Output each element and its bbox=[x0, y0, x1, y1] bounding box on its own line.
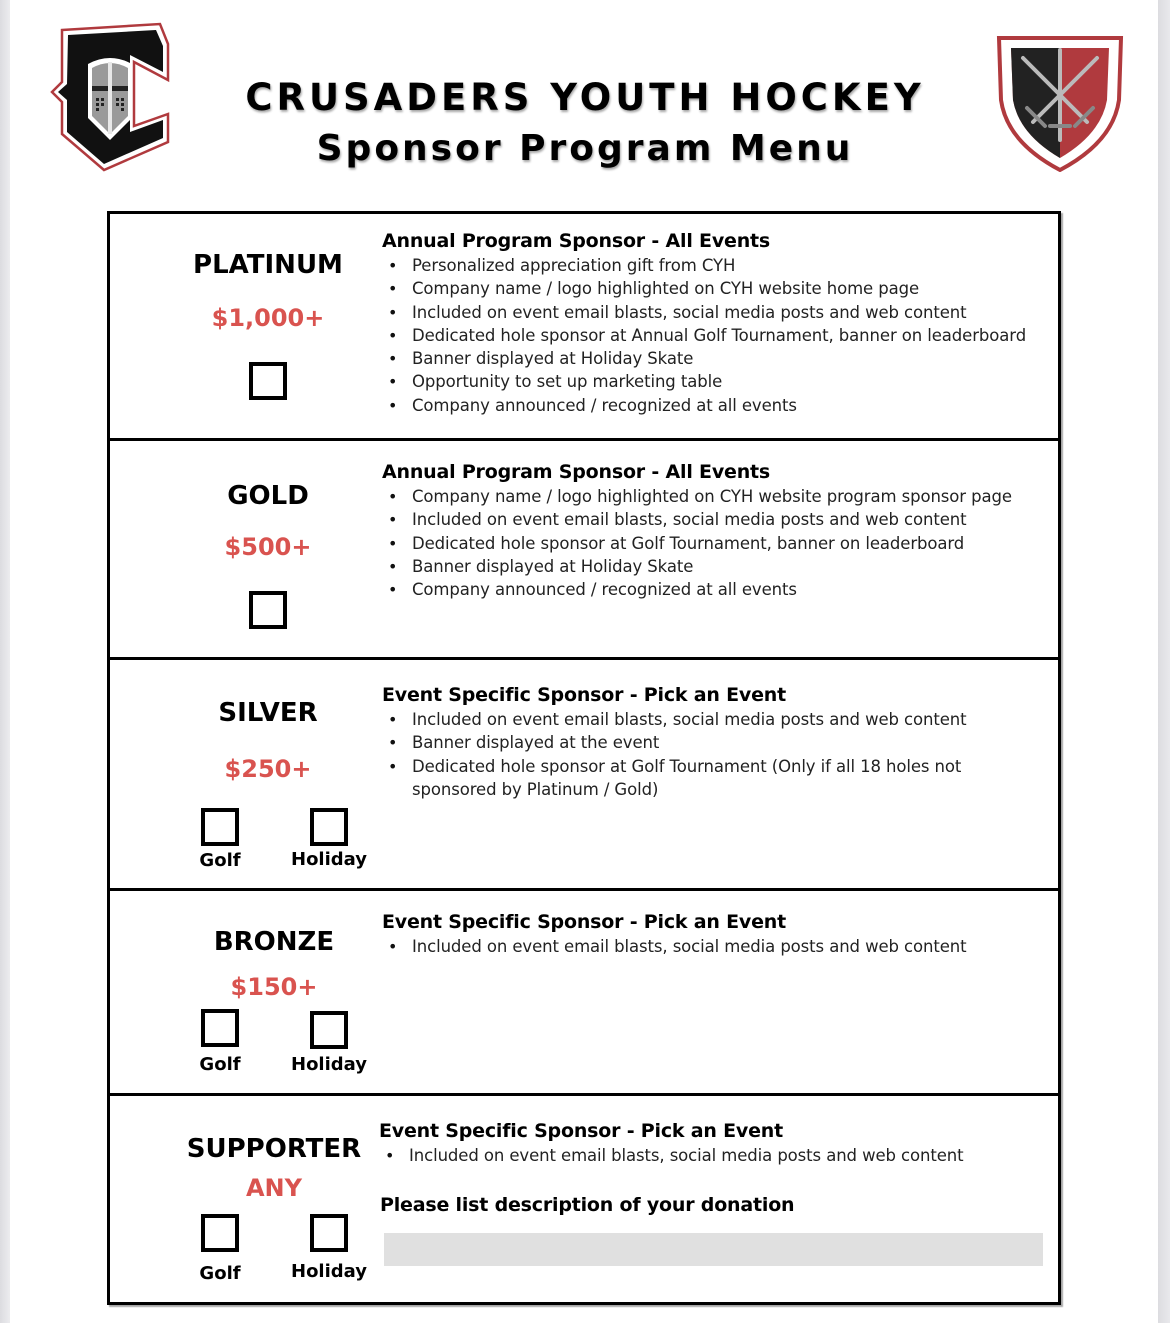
org-title: CRUSADERS YOUTH HOCKEY bbox=[245, 76, 925, 119]
page-subtitle: Sponsor Program Menu bbox=[316, 128, 854, 169]
tier-row-gold bbox=[110, 441, 1058, 660]
bronze-holiday-checkbox[interactable] bbox=[310, 1011, 348, 1049]
tier-heading: Event Specific Sponsor - Pick an Event bbox=[382, 684, 786, 706]
benefit-item: • Included on event email blasts, social media posts and web content bbox=[382, 935, 1050, 958]
tier-row-platinum bbox=[110, 214, 1058, 441]
silver-holiday-checkbox[interactable] bbox=[310, 808, 348, 846]
golf-option-label: Golf bbox=[199, 1263, 241, 1284]
supporter-holiday-checkbox[interactable] bbox=[310, 1214, 348, 1252]
tier-name: GOLD bbox=[227, 481, 309, 511]
benefit-item: • Company announced / recognized at all events bbox=[382, 394, 1050, 417]
tier-name: PLATINUM bbox=[193, 250, 343, 280]
tier-price: $500+ bbox=[224, 533, 312, 561]
benefit-list bbox=[379, 1144, 1050, 1167]
benefit-item: • Personalized appreciation gift from CYH bbox=[382, 254, 1050, 277]
benefit-item: • Opportunity to set up marketing table bbox=[382, 370, 1050, 393]
holiday-option-label: Holiday bbox=[291, 849, 367, 870]
sponsor-tiers-table bbox=[107, 211, 1061, 1305]
benefit-item: • Banner displayed at Holiday Skate bbox=[382, 347, 1050, 370]
tier-row-bronze bbox=[110, 891, 1058, 1096]
platinum-checkbox[interactable] bbox=[249, 362, 287, 400]
tier-price: $150+ bbox=[230, 973, 318, 1001]
supporter-golf-checkbox[interactable] bbox=[201, 1214, 239, 1252]
viewer-right-edge bbox=[1158, 0, 1170, 1323]
donation-description-label: Please list description of your donation bbox=[380, 1194, 795, 1216]
tier-row-silver bbox=[110, 660, 1058, 891]
tier-heading: Event Specific Sponsor - Pick an Event bbox=[382, 911, 786, 933]
tier-description bbox=[379, 1118, 1050, 1167]
tier-row-supporter bbox=[110, 1096, 1058, 1302]
benefit-item: • Included on event email blasts, social media posts and web content bbox=[382, 708, 1050, 731]
tier-description bbox=[382, 228, 1050, 417]
benefit-item: • Dedicated hole sponsor at Golf Tournament, banner on leaderboard bbox=[382, 532, 1050, 555]
bronze-golf-checkbox[interactable] bbox=[201, 1009, 239, 1047]
holiday-option-label: Holiday bbox=[291, 1261, 367, 1282]
benefit-item: • Banner displayed at Holiday Skate bbox=[382, 555, 1050, 578]
tier-price: ANY bbox=[245, 1174, 303, 1202]
benefit-item: • Company name / logo highlighted on CYH website home page bbox=[382, 277, 1050, 300]
tier-name: SUPPORTER bbox=[186, 1134, 362, 1164]
benefit-item: • Included on event email blasts, social media posts and web content bbox=[379, 1144, 1050, 1167]
benefit-list bbox=[382, 935, 1050, 958]
viewer-left-edge bbox=[0, 0, 10, 1323]
benefit-item: • Dedicated hole sponsor at Annual Golf Tournament, banner on leaderboard bbox=[382, 324, 1050, 347]
tier-description bbox=[382, 459, 1050, 601]
benefit-item: • Dedicated hole sponsor at Golf Tournament (Only if all 18 holes not sponsored by Platinum / Gold) bbox=[382, 755, 1050, 802]
tier-description bbox=[382, 682, 1050, 801]
tier-name: SILVER bbox=[218, 698, 318, 728]
benefit-list bbox=[382, 708, 1050, 801]
donation-description-input[interactable] bbox=[384, 1233, 1043, 1266]
tier-name: BRONZE bbox=[213, 927, 335, 957]
tier-price: $1,000+ bbox=[211, 304, 325, 332]
golf-option-label: Golf bbox=[199, 1054, 241, 1075]
benefit-item: • Included on event email blasts, social media posts and web content bbox=[382, 508, 1050, 531]
benefit-list bbox=[382, 485, 1050, 601]
gold-checkbox[interactable] bbox=[249, 591, 287, 629]
benefit-item: • Included on event email blasts, social media posts and web content bbox=[382, 301, 1050, 324]
silver-golf-checkbox[interactable] bbox=[201, 808, 239, 846]
benefit-item: • Banner displayed at the event bbox=[382, 731, 1050, 754]
tier-price: $250+ bbox=[224, 755, 312, 783]
tier-heading: Annual Program Sponsor - All Events bbox=[382, 230, 771, 252]
tier-heading: Event Specific Sponsor - Pick an Event bbox=[379, 1120, 783, 1142]
benefit-item: • Company name / logo highlighted on CYH website program sponsor page bbox=[382, 485, 1050, 508]
benefit-item: • Company announced / recognized at all events bbox=[382, 578, 1050, 601]
tier-heading: Annual Program Sponsor - All Events bbox=[382, 461, 771, 483]
golf-option-label: Golf bbox=[199, 850, 241, 871]
benefit-list bbox=[382, 254, 1050, 417]
tier-description bbox=[382, 909, 1050, 958]
holiday-option-label: Holiday bbox=[291, 1054, 367, 1075]
